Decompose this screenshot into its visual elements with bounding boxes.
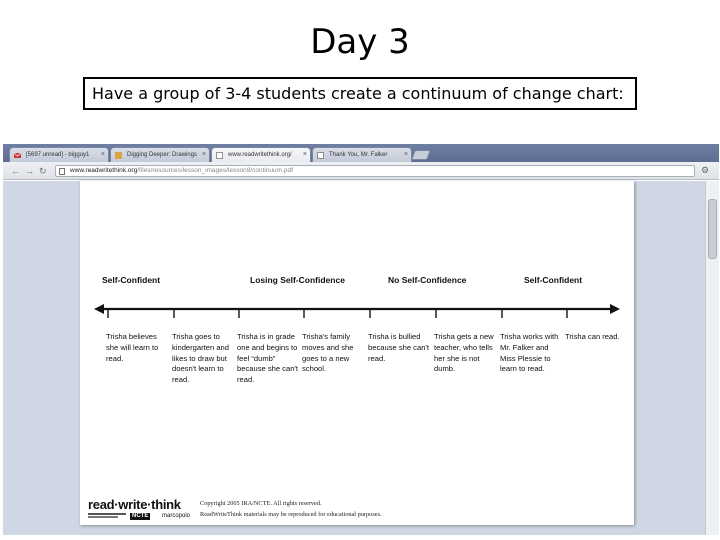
- stage-label: Self-Confident: [102, 275, 161, 285]
- event-text: Trisha goes to kindergarten and likes to draw but doesn't learn to read.: [172, 332, 229, 385]
- browser-toolbar: [3, 162, 719, 180]
- document-icon: [216, 152, 223, 159]
- event-text: Trisha is in grade one and begins to feel “dumb” because she can't read.: [237, 332, 298, 385]
- slide-subtitle: Have a group of 3-4 students create a continuum of change chart:: [83, 77, 637, 110]
- mail-icon: [14, 152, 21, 159]
- right-arrowhead: [610, 304, 620, 314]
- tab-label: Thank You, Mr. Falker: [329, 152, 388, 158]
- pdf-footer: [88, 497, 608, 523]
- document-icon: [317, 152, 324, 159]
- stage-label: Self-Confident: [524, 275, 583, 285]
- tab-label: Digging Deeper: Drawings: [127, 152, 198, 158]
- url-path: /files/resources/lesson_images/lesson9/continuum.pdf: [137, 167, 293, 174]
- stage-label: No Self-Confidence: [388, 275, 467, 285]
- back-arrow-icon[interactable]: ←: [11, 166, 20, 176]
- page-icon: [59, 168, 65, 175]
- close-icon[interactable]: ×: [201, 151, 206, 158]
- stage-label: Losing Self-Confidence: [250, 275, 345, 285]
- event-text: Trisha is bullied because she can't read.: [368, 332, 429, 363]
- marcopolo-logo: marcopolo: [162, 513, 191, 519]
- ncte-logo: NCTE: [132, 513, 149, 519]
- event-text: Trisha gets a new teacher, who tells her she is not dumb.: [434, 332, 494, 374]
- tab-label: [5697 unread] - bigguy1: [26, 152, 90, 158]
- close-icon[interactable]: ×: [403, 151, 408, 158]
- address-bar[interactable]: [55, 165, 695, 177]
- pdf-page: [80, 181, 634, 525]
- event-text: Trisha can read.: [565, 332, 620, 341]
- tab-gmail[interactable]: [9, 147, 109, 162]
- reload-icon[interactable]: ↻: [39, 166, 47, 176]
- url-host: www.readwritethink.org: [70, 167, 138, 174]
- vertical-scrollbar[interactable]: [705, 181, 719, 535]
- close-icon[interactable]: ×: [302, 151, 307, 158]
- tab-readwritethink[interactable]: [211, 147, 311, 162]
- tab-thank-you[interactable]: [312, 147, 412, 162]
- continuum-line: [94, 300, 620, 318]
- event-text: Trisha works with Mr. Falker and Miss Plessie to learn to read.: [500, 332, 559, 374]
- copyright-line: ReadWriteThink materials may be reproduced for educational purposes.: [200, 511, 382, 518]
- event-text: Trisha believes she will learn to read.: [106, 332, 159, 363]
- forward-arrow-icon[interactable]: →: [25, 166, 34, 176]
- tab-label: www.readwritethink.org/: [228, 152, 292, 158]
- event-text: Trisha's family moves and she goes to a new school.: [302, 332, 354, 374]
- slide-title: Day 3: [310, 22, 410, 62]
- readwritethink-logo: read·write·think: [88, 497, 181, 512]
- tab-digging-deeper[interactable]: [110, 147, 210, 162]
- browser-screenshot: [3, 144, 719, 535]
- wrench-icon[interactable]: ⚙: [701, 165, 710, 175]
- page-favicon-icon: [115, 152, 122, 159]
- close-icon[interactable]: ×: [100, 151, 105, 158]
- pdf-viewport: [3, 181, 705, 535]
- tab-bar: [3, 144, 719, 162]
- copyright-line: Copyright 2005 IRA/NCTE. All rights reserved.: [200, 500, 322, 507]
- new-tab-button[interactable]: [411, 150, 431, 160]
- left-arrowhead: [94, 304, 104, 314]
- scroll-thumb[interactable]: [708, 199, 717, 259]
